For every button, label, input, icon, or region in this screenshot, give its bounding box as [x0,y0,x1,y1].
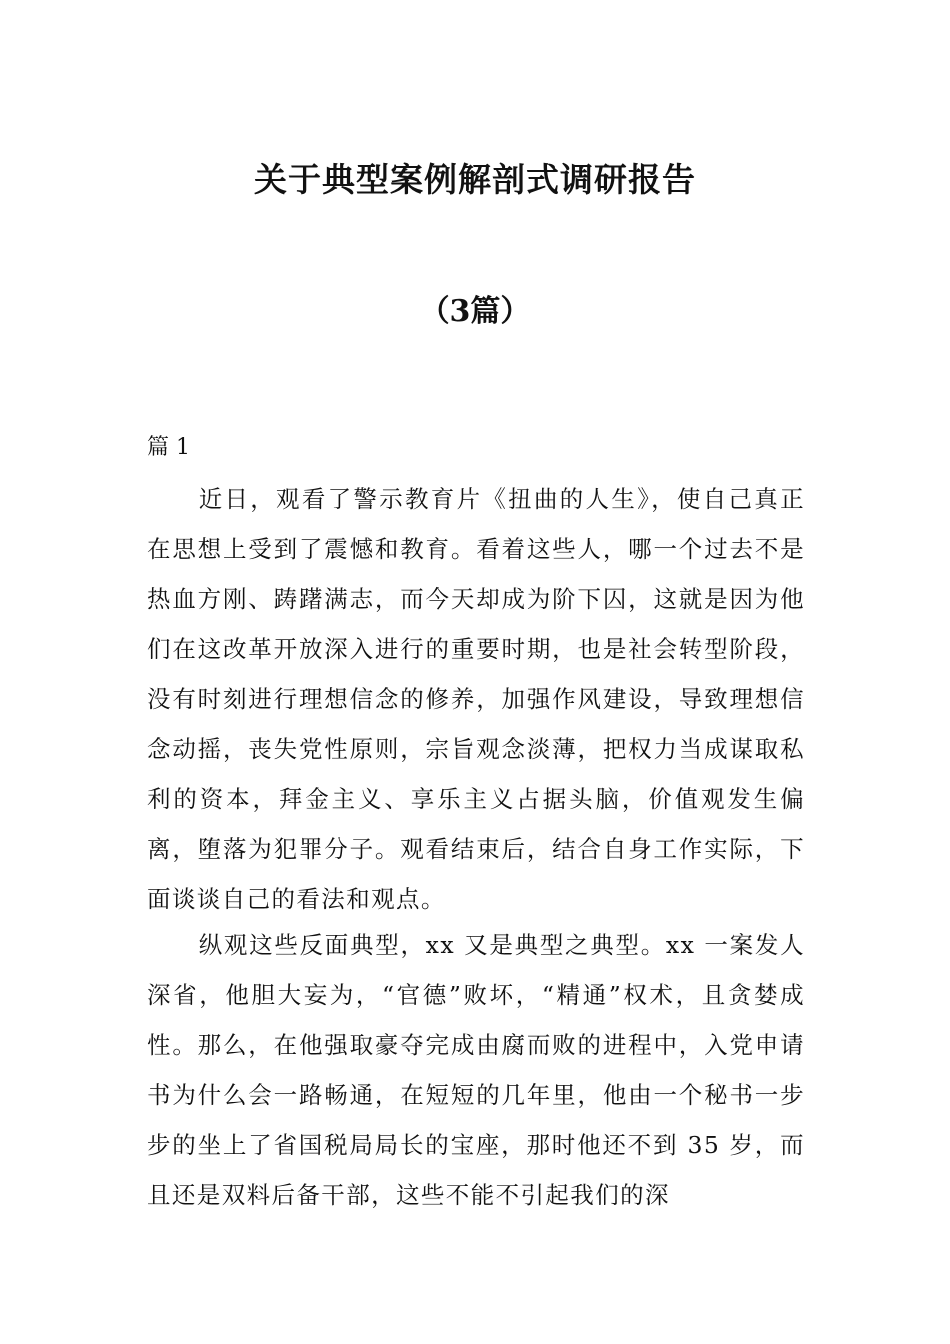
section-label: 篇 1 [147,435,190,460]
document-subtitle: （3篇） [419,294,531,329]
body-paragraph-2: 纵观这些反面典型，xx 又是典型之典型。xx 一案发人深省，他胆大妄为，“官德”败坏，“精通”权术，且贪婪成性。那么，在他强取豪夺完成由腐而败的进程中，入党申请书为什么会一路畅通，在短短的几年里，他由一个秘书一步步的坐上了省国税局局长的宝座，那时他还不到 35 岁，而且还是双料后备干部，这些不能不引起我们的深 [147,931,805,1209]
document-title: 关于典型案例解剖式调研报告 [254,160,696,199]
body-paragraph-1: 近日，观看了警示教育片《扭曲的人生》，使自己真正在思想上受到了震憾和教育。看着这些人，哪一个过去不是热血方刚、踌躇满志，而今天却成为阶下囚，这就是因为他们在这改革开放深入进行的重要时期，也是社会转型阶段，没有时刻进行理想信念的修养，加强作风建设，导致理想信念动摇，丧失党性原则，宗旨观念淡薄，把权力当成谋取私利的资本，拜金主义、享乐主义占据头脑，价值观发生偏离，堕落为犯罪分子。观看结束后，结合自身工作实际，下面谈谈自己的看法和观点。 [147,485,805,913]
